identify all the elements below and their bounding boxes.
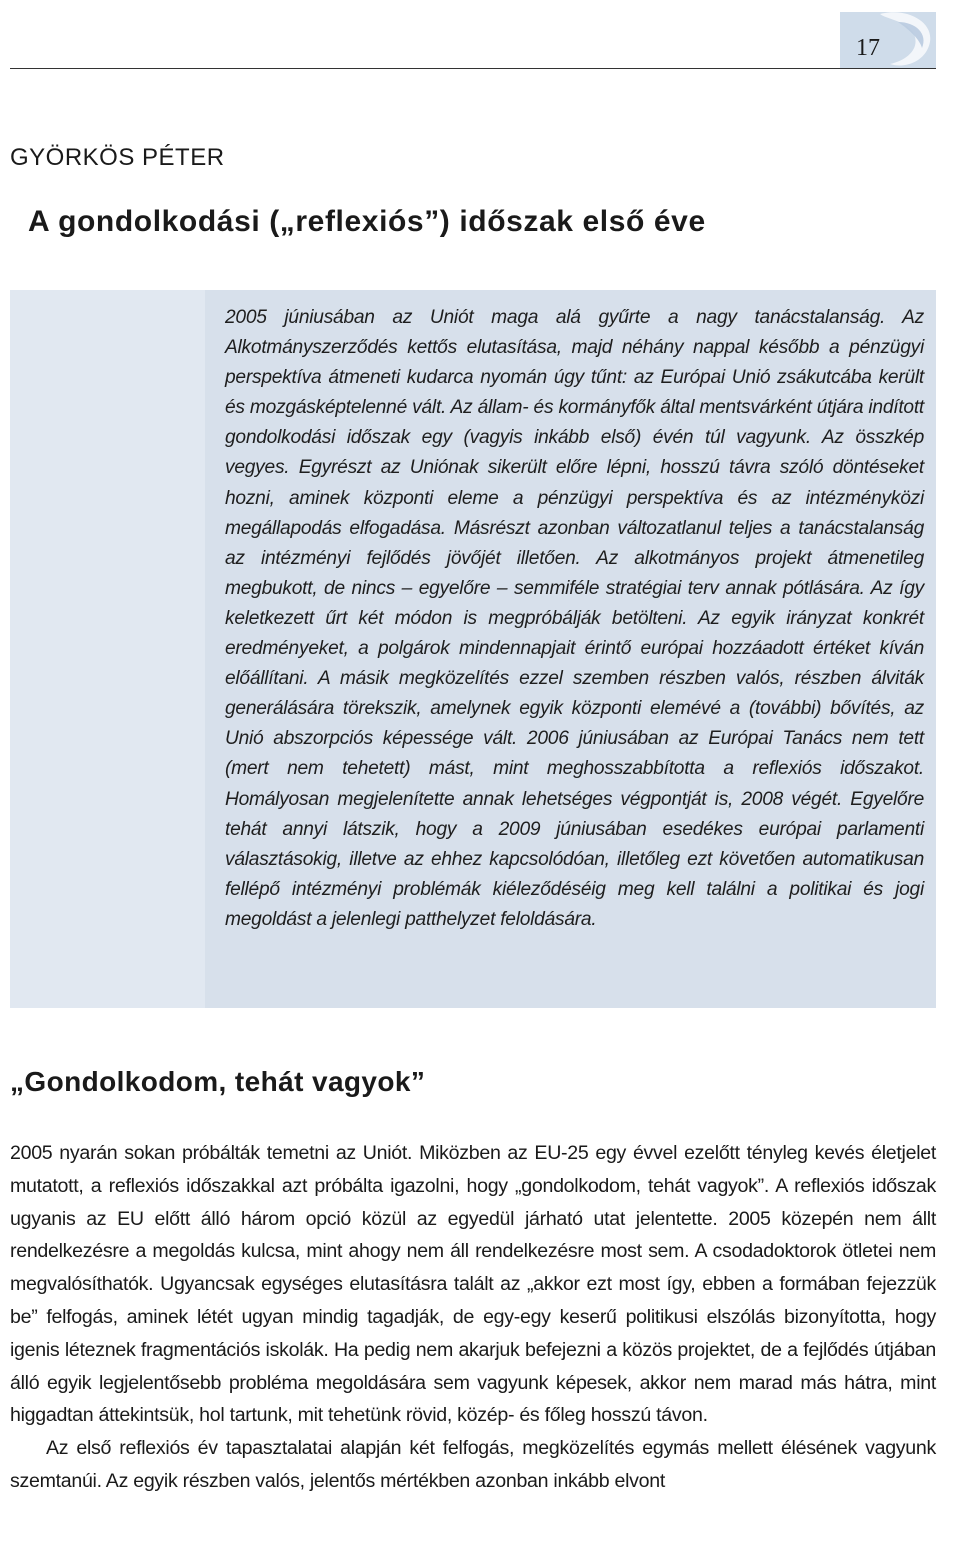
abstract-text: 2005 júniusában az Uniót maga alá gyűrte a nagy tanácstalanság. Az Alkotmányszerződés kettős elutasítása, majd néhány nappal később a pénzügyi perspektíva átmeneti kudarca nyomán úgy tűnt: az Európai Unió zsákutcába került és mozgásképtelenné vált. Az állam- és kormányfők által mentsvárként útjára indított gondolkodási időszak egy (vagyis inkább első) évén túl vagyunk. Az összkép vegyes. Egyrészt az Uniónak sikerült előre lépni, hosszú távra szóló döntéseket hozni, aminek központi eleme a pénzügyi perspektíva és az intézményközi megállapodás elfogadása. Másrészt azonban változatlanul teljes a tanácstalanság az intézményi fejlődés jövőjét illetően. Az alkotmányos projekt átmenetileg megbukott, de nincs – egyelőre – semmiféle stratégiai terv annak pótlására. Az így keletkezett űrt két módon is megpróbálják betölteni. Az egyik irányzat konkrét eredményeket, a polgárok mindennapjait érintő európai hozzáadott értéket kíván előállítani. A másik megközelítés ezzel szemben részben valós, részben álviták generálására törekszik, amelynek egyik központi elemévé a (további) bővítés, az Unió abszorpciós képessége vált. 2006 júniusában az Európai Tanács nem tett (mert nem tehetett) mást, mint meghosszabbította a reflexiós időszakot. Homályosan megjelenítette annak lehetséges végpontját is, 2008 végét. Egyelőre tehát annyi látszik, hogy a 2009 júniusában esedékes európai parlamenti választásokig, illetve az ehhez kapcsolódóan, illetőleg ezt követően automatikusan fellépő intézményi problémák kiéleződéséig meg kell találni a politikai és jogi megoldást a jelenlegi patthelyzet feloldására. xyxy=(225,307,924,930)
article-title: A gondolkodási („reflexiós”) időszak első éve xyxy=(28,205,706,238)
body-paragraph: Az első reflexiós év tapasztalatai alapján két felfogás, megközelítés egymás mellett élésének vagyunk szemtanúi. Az egyik részben valós, jelentős mértékben azonban inkább elvont xyxy=(10,1437,936,1492)
page-number-tab xyxy=(840,12,936,68)
abstract-box xyxy=(10,290,936,1008)
abstract-panel xyxy=(205,290,936,1008)
body-text xyxy=(10,1137,936,1498)
header-rule xyxy=(10,68,936,69)
body-paragraph: 2005 nyarán sokan próbálták temetni az Uniót. Miközben az EU-25 egy évvel ezelőtt tényleg kevés életjelet mutatott, a reflexiós időszakkal azt próbálta igazolni, hogy „gondolkodom, tehát vagyok”. A reflexiós időszak ugyanis az EU előtt álló három opció közül az egyedül járható utat jelentette. 2005 közepén nem állt rendelkezésre a megoldás kulcsa, mint ahogy nem áll rendelkezésre most sem. A csodadoktorok ötletei nem megvalósíthatók. Ugyancsak egységes elutasításra talált az „akkor ezt most így, ebben a formában fejezzük be” felfogás, aminek létét ugyan mindig tagadják, de egy-egy keserű politikusi elszólás bizonyította, hogy igenis léteznek fragmentációs iskolák. Ha pedig nem akarjuk befejezni a közös projektet, de a fejlődés útjában álló egyik legjelentősebb probléma megoldására sem vagyunk képesek, akkor nem marad más hátra, mint higgadtan áttekintsük, hol tartunk, mit tehetünk rövid, közép- és főleg hosszú távon. xyxy=(10,1142,936,1427)
section-heading: „Gondolkodom, tehát vagyok” xyxy=(10,1066,426,1097)
author-name: GYÖRKÖS PÉTER xyxy=(10,144,225,171)
page-number: 17 xyxy=(856,35,880,61)
